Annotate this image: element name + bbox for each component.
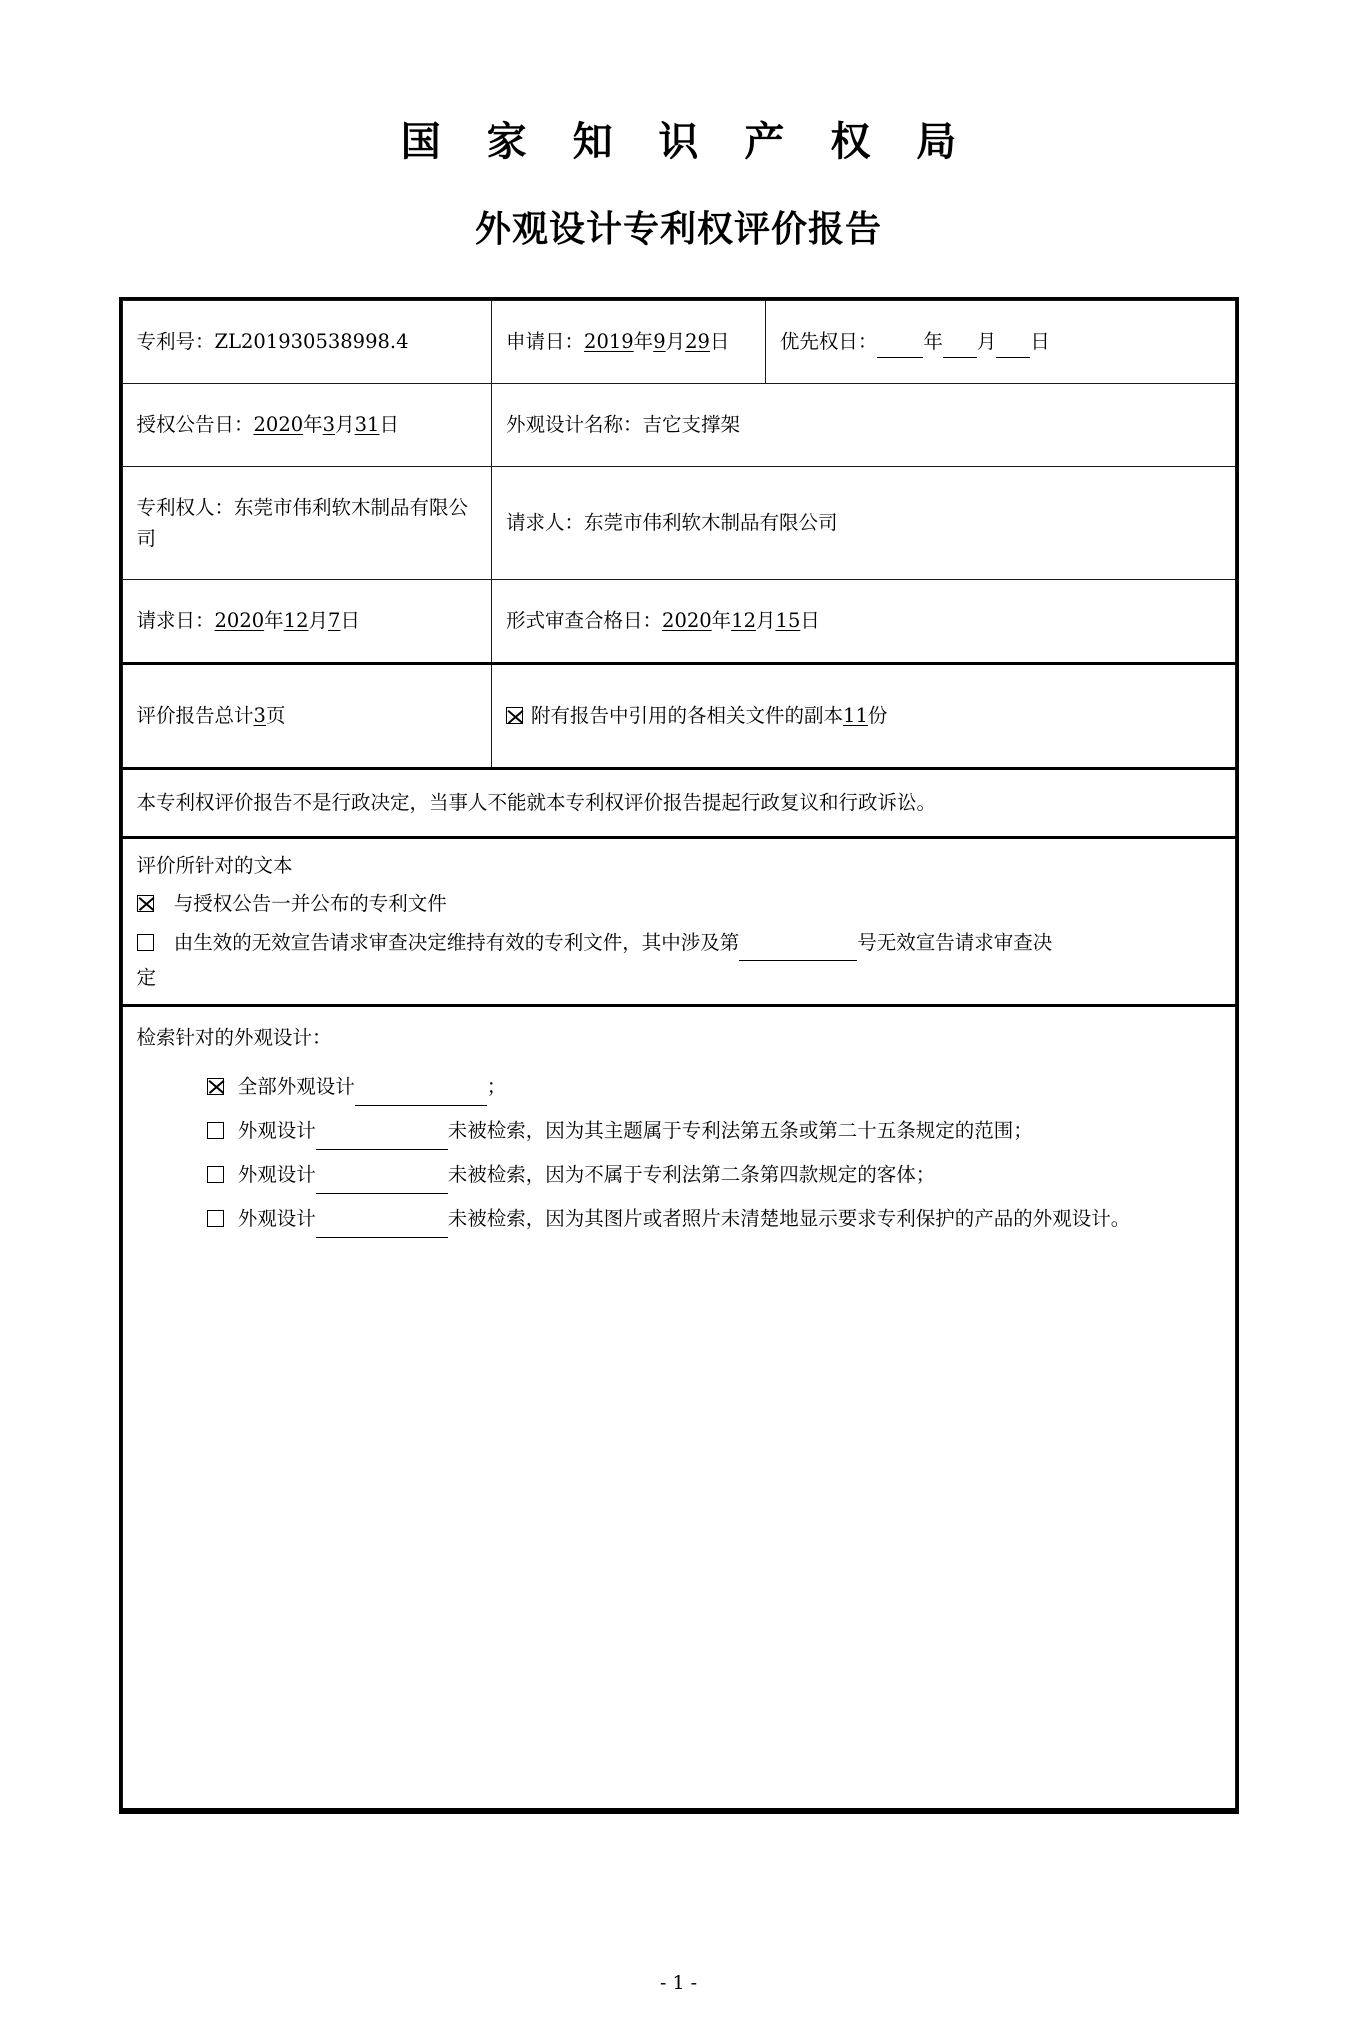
searched-designs-option-list <box>137 1069 1221 1238</box>
request-date-month: 12 <box>283 609 309 633</box>
searched-designs-option-2-blank[interactable] <box>316 1157 448 1194</box>
patent-evaluation-report-page <box>0 118 1357 2038</box>
table-row-grant-and-design-name <box>122 384 1235 467</box>
table-row-searched-designs <box>122 1006 1235 1810</box>
evaluated-text-option-2-checkbox[interactable] <box>137 934 154 951</box>
application-date-day-unit: 日 <box>709 330 730 354</box>
priority-year-unit: 年 <box>923 329 943 353</box>
table-row-request-dates <box>122 580 1235 664</box>
searched-designs-option-1-text-before: 外观设计 <box>237 1118 316 1142</box>
total-pages-prefix: 评价报告总计 <box>136 704 254 728</box>
request-date-month-unit: 月 <box>308 609 329 633</box>
patentee-value: 东莞市伟利软木制品有限公司 <box>136 495 469 551</box>
requester-label: 请求人： <box>506 511 585 535</box>
searched-designs-option-3-checkbox[interactable] <box>207 1210 224 1227</box>
legal-statement-text: 本专利权评价报告不是行政决定，当事人不能就本专利权评价报告提起行政复议和行政诉讼。 <box>136 791 937 815</box>
cell-design-name <box>492 384 1235 467</box>
grant-notice-year-unit: 年 <box>303 413 323 437</box>
report-form-frame <box>119 297 1239 1814</box>
grant-notice-day: 31 <box>354 413 380 437</box>
list-item <box>173 1069 1221 1106</box>
application-date-month: 9 <box>653 330 666 354</box>
request-date-label: 请求日： <box>136 609 215 633</box>
searched-designs-option-0-text-after: ； <box>486 1074 507 1098</box>
requester-value: 东莞市伟利软木制品有限公司 <box>584 511 838 535</box>
evaluated-text-heading: 评价所针对的文本 <box>136 854 293 878</box>
invalidation-decision-number-blank[interactable] <box>739 926 857 961</box>
formality-date-year-unit: 年 <box>711 609 732 633</box>
priority-day-unit: 日 <box>1030 329 1050 353</box>
formality-date-month-unit: 月 <box>756 609 776 633</box>
searched-designs-option-2-text-before: 外观设计 <box>237 1162 316 1186</box>
cell-total-pages <box>122 664 492 769</box>
application-date-month-unit: 月 <box>665 330 686 354</box>
application-date-label: 申请日： <box>506 330 585 354</box>
cell-request-date <box>122 580 492 664</box>
request-date-day: 7 <box>328 609 341 633</box>
evaluated-text-option-2-label-c: 定 <box>136 965 157 989</box>
evaluated-text-option-2-label-b: 号无效宣告请求审查决 <box>857 931 1053 955</box>
searched-designs-option-3-text-after: 未被检索，因为其图片或者照片未清楚地显示要求专利保护的产品的外观设计。 <box>447 1207 1131 1231</box>
formality-date-day-unit: 日 <box>800 609 820 633</box>
table-row-patent-identity <box>122 301 1235 384</box>
request-date-day-unit: 日 <box>340 609 360 633</box>
evaluated-text-option-2 <box>137 926 1221 961</box>
application-date-year: 2019 <box>584 330 634 354</box>
cell-priority-date <box>765 301 1235 384</box>
formality-date-year: 2020 <box>662 609 712 633</box>
report-form-wrapper <box>119 297 1239 1814</box>
grant-notice-year: 2020 <box>253 413 304 437</box>
searched-designs-option-2-text-after: 未被检索，因为不属于专利法第二条第四款规定的客体； <box>447 1162 936 1186</box>
patent-number-value: ZL201930538998.4 <box>214 330 409 354</box>
cell-application-date <box>492 301 766 384</box>
evaluated-text-option-1 <box>137 887 1221 921</box>
cell-patentee <box>122 467 492 580</box>
grant-notice-month: 3 <box>322 413 336 437</box>
grant-notice-date-label: 授权公告日： <box>136 413 254 437</box>
patentee-label: 专利权人： <box>136 495 235 519</box>
searched-designs-option-0-blank[interactable] <box>355 1069 487 1106</box>
list-item <box>173 1113 1221 1150</box>
cell-grant-notice-date <box>122 384 492 467</box>
total-pages-value: 3 <box>253 704 266 728</box>
searched-designs-option-0-text-before: 全部外观设计 <box>237 1074 355 1098</box>
attachment-prefix: 附有报告中引用的各相关文件的副本 <box>531 704 844 728</box>
application-date-year-unit: 年 <box>633 330 654 354</box>
formality-date-day: 15 <box>775 609 801 633</box>
searched-designs-option-1-checkbox[interactable] <box>207 1122 224 1139</box>
page-title-sub: 外观设计专利权评价报告 <box>474 208 882 250</box>
request-date-year-unit: 年 <box>264 609 284 633</box>
application-date-day: 29 <box>685 330 710 354</box>
priority-day-blank[interactable] <box>996 326 1030 359</box>
searched-designs-option-3-blank[interactable] <box>316 1201 448 1238</box>
table-row-pages-and-attachments <box>122 664 1235 769</box>
request-date-year: 2020 <box>214 609 265 633</box>
searched-designs-option-1-blank[interactable] <box>316 1113 448 1150</box>
table-row-evaluated-text <box>122 838 1235 1006</box>
page-number-footer: - 1 - <box>659 1972 697 1994</box>
design-name-value: 吉它支撑架 <box>642 413 741 437</box>
searched-designs-empty-area <box>137 1238 1221 1798</box>
list-item <box>173 1157 1221 1194</box>
list-item <box>173 1201 1221 1238</box>
attachment-suffix: 份 <box>867 704 888 728</box>
cell-requester <box>492 467 1235 580</box>
grant-notice-month-unit: 月 <box>335 413 355 437</box>
grant-notice-day-unit: 日 <box>379 413 399 437</box>
priority-date-label: 优先权日： <box>779 329 878 353</box>
searched-designs-heading: 检索针对的外观设计： <box>136 1026 332 1050</box>
total-pages-suffix: 页 <box>265 704 286 728</box>
table-row-parties <box>122 467 1235 580</box>
patent-number-label: 专利号： <box>136 330 215 354</box>
table-row-legal-statement <box>122 769 1235 838</box>
priority-month-blank[interactable] <box>943 326 977 359</box>
cell-legal-statement <box>122 769 1235 838</box>
searched-designs-option-3-text-before: 外观设计 <box>237 1207 316 1231</box>
priority-month-unit: 月 <box>976 329 997 353</box>
formality-date-month: 12 <box>731 609 757 633</box>
searched-designs-option-2-checkbox[interactable] <box>207 1166 224 1183</box>
priority-year-blank[interactable] <box>877 326 923 359</box>
searched-designs-option-0-checkbox[interactable] <box>207 1078 224 1095</box>
design-name-label: 外观设计名称： <box>506 413 643 437</box>
cell-searched-designs <box>122 1006 1235 1810</box>
attachment-checkbox[interactable] <box>506 707 523 724</box>
searched-designs-option-1-text-after: 未被检索，因为其主题属于专利法第五条或第二十五条规定的范围； <box>447 1118 1033 1142</box>
cell-attachment-copies <box>492 664 1235 769</box>
cell-patent-number <box>122 301 492 384</box>
report-form-table <box>122 300 1236 1811</box>
evaluated-text-option-2-label-a: 由生效的无效宣告请求审查决定维持有效的专利文件，其中涉及第 <box>173 931 740 955</box>
page-title-main: 国 家 知 识 产 权 局 <box>400 118 973 165</box>
formality-date-label: 形式审查合格日： <box>506 609 663 633</box>
cell-formality-date <box>492 580 1235 664</box>
evaluated-text-option-1-checkbox[interactable] <box>137 895 154 912</box>
evaluated-text-option-1-label: 与授权公告一并公布的专利文件 <box>173 891 447 915</box>
cell-evaluated-text <box>122 838 1235 1006</box>
attachment-count: 11 <box>843 704 868 728</box>
